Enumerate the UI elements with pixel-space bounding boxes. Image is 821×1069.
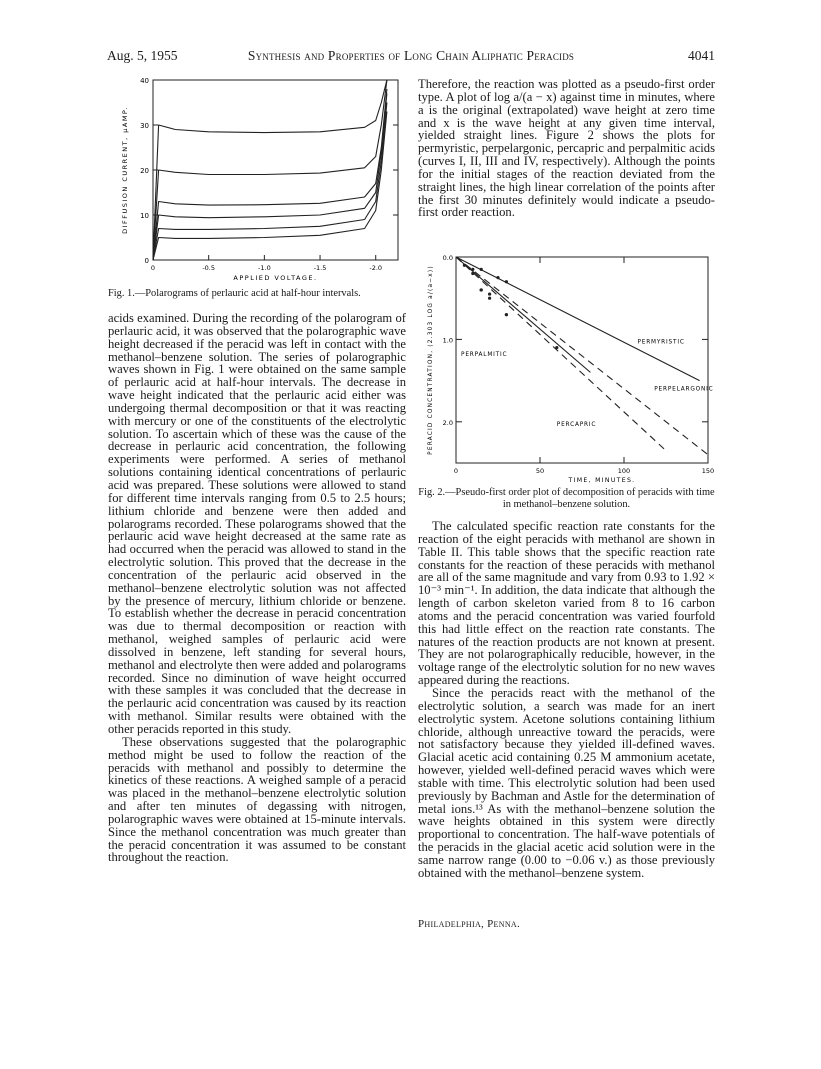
plot-frame [153, 80, 398, 260]
paragraph: The calculated specific reaction rate constants for the reaction of the eight peracids with methanol are shown in Table II. This table shows that the specific reaction rate constants for the reaction of these peracids with methanol are all of the same magnitude and vary from 0.93 to 1.92 × 10⁻³ min⁻¹. In addition, the data indicate that although the length of carbon skeleton varied from 8 to 16 carbon atoms and the peracid concentration was varied fourfold this had little effect on the reaction rate constants. The natures of the reaction products are not known at present. They are not polarographically reducible, however, in the voltage range of the electrolytic solution for no new waves appeared during the reactions. [418, 519, 715, 688]
series-label: PERCAPRIC [556, 421, 597, 428]
paragraph: These observations suggested that the polarographic method might be used to follow the reaction of the peracids with methanol and possibly to determine the kinetics of these reactions. A weighed sample of a peracid was placed in the methanol–benzene electrolytic solution and after ten minutes of degassing with nitrogen, polarographic waves were obtained at 15-minute intervals. Since the methanol concentration was much greater than the peracid concentration it was assumed to be constant throughout the reaction. [108, 734, 406, 865]
data-point [505, 313, 508, 316]
paragraph: acids examined. During the recording of the polarogram of perlauric acid, it was observed that the polarographic wave height decreased if the peracid was left in contact with the methanol–benzene solution. The series of polarographic waves shown in Fig. 1 were obtained on the same sample of perlauric acid at half-hour intervals. The decrease in wave height indicated that the perlauric acid either was undergoing thermal decomposition or that it was reacting with mercury or one of the constituents of the electrolytic solution. To ascertain which of these was the cause of the decrease in perlauric acid concentration, the following experiments were performed. A series of methanol solutions containing identical concentrations of perlauric acid was prepared. These solutions were allowed to stand for different time intervals ranging from 0.5 to 2.5 hours; lithium chloride and benzene were then added and polarograms recorded. These polarograms showed that the perlauric acid wave height decreased at the same rate as had occurred when the peracid was allowed to stand in the electrolytic solution. This proved that the decrease in the concentration of the perlauric acid observed in the methanol–benzene electrolytic solution was not affected by the presence of mercury, lithium chloride or benzene. To establish whether the decrease in peracid concentration was due to thermal decomposition or reaction with methanol, weighed samples of perlauric acid were dissolved in benzene, left standing for several hours, methanol and electrolyte then were added and polarograms recorded. Since no diminution of wave height occurred with these samples it was concluded that the decrease in the perlauric acid concentration was caused by its reaction with methanol. Similar results were obtained with the other peracids reported in this study. [108, 311, 406, 736]
x-tick-label: -1.5 [313, 264, 327, 272]
paragraph: Therefore, the reaction was plotted as a pseudo-first order type. A plot of log a/(a − x) against time in minutes, where a is the original (extrapolated) wave height at zero time and x is the wave height at any given time interval, yielded straight lines. Figure 2 shows the plots for permyristic, perpelargonic, percapric and perpalmitic acids (curves I, II, III and IV, respectively). Although the points for the initial stages of the reaction deviated from the straight lines, the high linear correlation of the points after the first 30 minutes definitely would indicate a pseudo-first order reaction. [418, 77, 715, 220]
y-axis-label: PERACID CONCENTRATION, (2.303 LOG a/(a−x)) [428, 265, 434, 455]
data-point [496, 276, 499, 279]
data-point [471, 268, 474, 271]
polarogram-curve [153, 112, 387, 261]
right-column-bottom-text [418, 520, 715, 880]
series-label: PERMYRISTIC [637, 339, 685, 346]
footer-location: Philadelphia, Penna. [418, 918, 521, 930]
y-axis-label: DIFFUSION CURRENT, μAMP. [121, 106, 129, 234]
data-point [480, 268, 483, 271]
x-tick-label: 0 [453, 467, 459, 475]
figure-1-plot [108, 70, 408, 285]
header-page-number: 4041 [688, 48, 715, 63]
series-label: PERPALMITIC [461, 351, 508, 358]
running-header [107, 48, 715, 66]
y-tick-label: 0.0 [442, 254, 453, 262]
y-tick-label: 0 [144, 257, 149, 265]
y-tick-label: 40 [140, 77, 149, 85]
y-tick-label: 1.0 [442, 336, 453, 345]
polarogram-curve [153, 94, 387, 261]
data-point [488, 297, 491, 300]
x-tick-label: -1.0 [258, 264, 271, 272]
x-axis-label: TIME, MINUTES. [568, 477, 636, 483]
data-point [488, 292, 491, 295]
y-tick-label: 10 [140, 212, 149, 220]
x-tick-label: -0.5 [202, 264, 216, 272]
polarogram-curve [153, 80, 387, 260]
figure-2-caption: Fig. 2.—Pseudo-first order plot of decomposition of peracids with time in methanol–benzene solution. [418, 487, 715, 510]
y-tick-label: 20 [140, 167, 149, 175]
polarogram-curve [153, 103, 387, 261]
x-tick-label: 100 [617, 467, 631, 475]
y-tick-label: 2.0 [442, 418, 453, 427]
data-point [480, 288, 483, 291]
paragraph: Since the peracids react with the methanol of the electrolytic solution, a search was made for an inert electrolytic system. Acetone solutions containing lithium chloride, although unreactive toward the peracids, were not satisfactory because they yielded ill-defined waves. Glacial acetic acid containing 0.25 M ammonium acetate, however, yielded well-defined peracid waves which were stable with time. This electrolytic solution had been used previously by Bachman and Astle for the determination of metal ions.¹³ As with the methanol–benzene solution the wave heights obtained in this system were directly proportional to concentration. The half-wave potentials of the peracids in the glacial acetic acid solution were in the same narrow range (0.00 to −0.06 v.) as those previously obtained with the methanol–benzene system. [418, 685, 715, 880]
data-point [505, 280, 508, 283]
figure-2-plot [418, 245, 716, 483]
x-tick-label: 0 [150, 264, 156, 272]
polarogram-curve [153, 80, 387, 260]
plot-frame [456, 257, 708, 463]
header-date: Aug. 5, 1955 [107, 48, 178, 63]
figure-1-caption: Fig. 1.—Polarograms of perlauric acid at half-hour intervals. [108, 288, 361, 299]
header-title: Synthesis and Properties of Long Chain Aliphatic Peracids [247, 48, 575, 63]
figure-2 [418, 245, 716, 483]
x-axis-label: APPLIED VOLTAGE. [233, 274, 318, 282]
y-tick-label: 30 [140, 122, 149, 130]
x-tick-label: -2.0 [369, 264, 383, 272]
x-tick-label: 50 [535, 467, 545, 475]
series-label: PERPELARGONIC [654, 386, 714, 393]
left-column-text [108, 312, 406, 864]
right-column-top-text [418, 78, 715, 219]
figure-1 [108, 70, 408, 285]
x-tick-label: 150 [701, 467, 715, 475]
